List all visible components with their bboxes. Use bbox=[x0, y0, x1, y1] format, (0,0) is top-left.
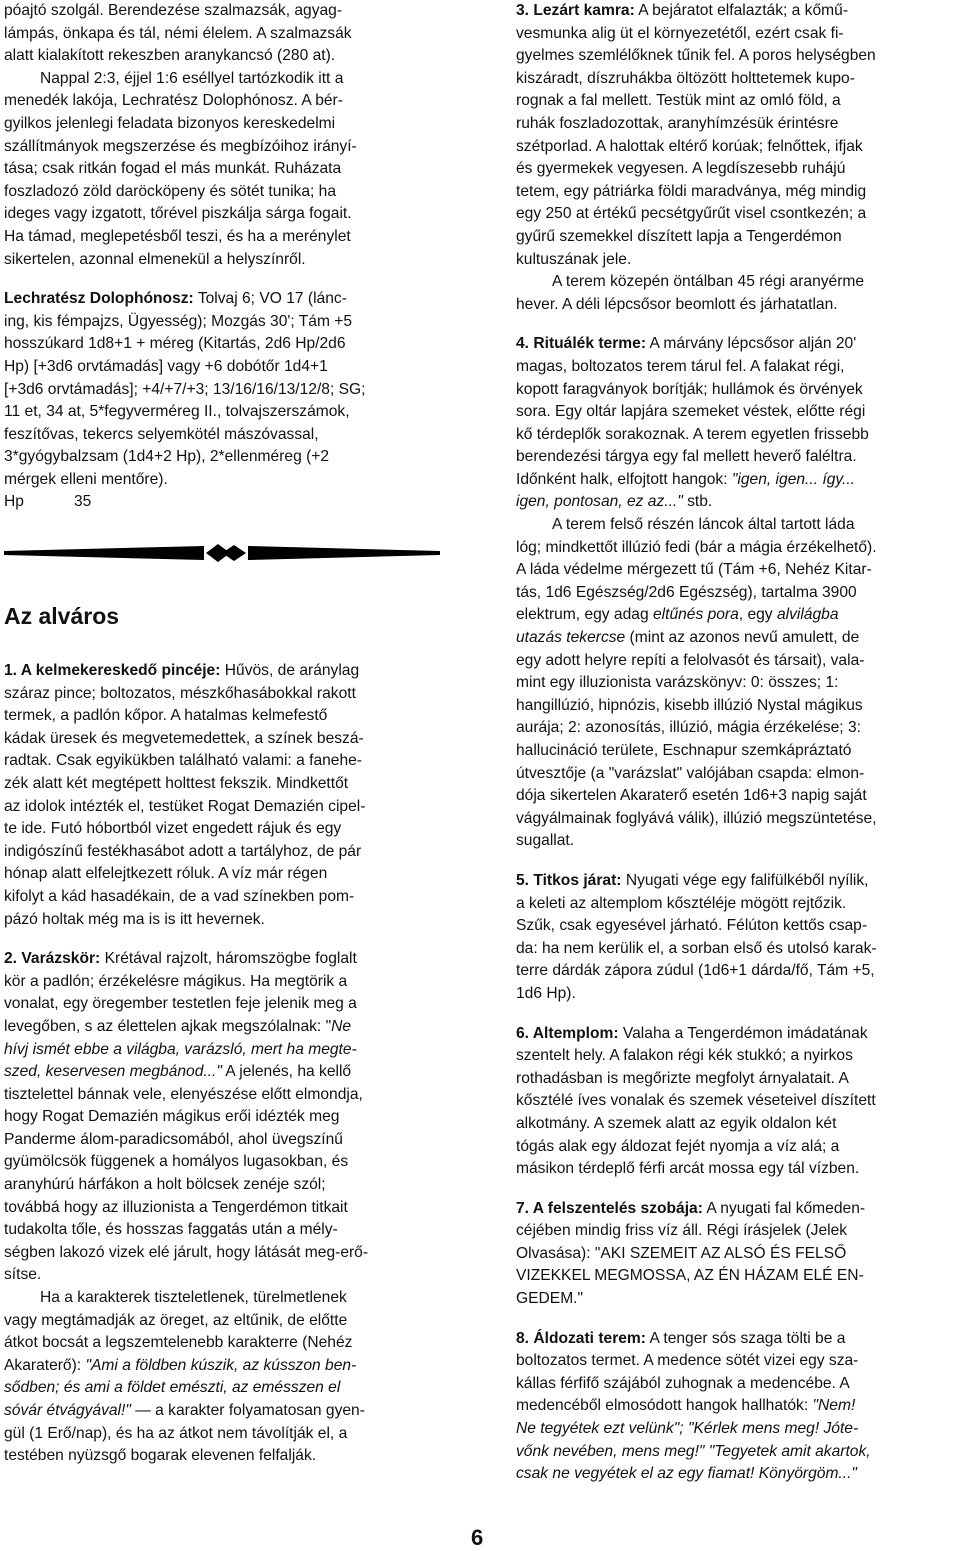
text-line: hangillúzió, hipnózis, kisebb illúzió Nystal mágikus bbox=[516, 696, 863, 714]
italic-text-run: eltűnés pora bbox=[652, 606, 739, 624]
text-line: Krétával rajzolt, háromszögbe foglalt bbox=[104, 950, 357, 968]
text-line: kiszáradt, díszruhákba öltözött holttetemek kupo- bbox=[516, 69, 855, 87]
text-line: szállítmányok megszerzése és megbízóihoz irányí- bbox=[4, 137, 357, 155]
text-line: testében nyüzsgő bogarak elevenen felfalják. bbox=[4, 1447, 317, 1465]
text-line: mérgek elleni mentőre). bbox=[4, 470, 168, 488]
text-line: sítse. bbox=[4, 1266, 42, 1284]
text-line: terre dárdák zápora zúdul (1d6+1 dárda/fő, Tám +5, bbox=[516, 962, 875, 980]
room-7-heading bbox=[516, 1200, 703, 1217]
text-line: Akaraterő): bbox=[4, 1356, 86, 1374]
text-line: termek, a padlón kőpor. A hatalmas kelmefestő bbox=[4, 707, 328, 725]
text-line: gyűrű szemekkel díszített lapja a Tengerdémon bbox=[516, 227, 842, 245]
room-2 bbox=[4, 948, 444, 1287]
text-line: vesmunka alig üt el környezetétől, ezért csak fi- bbox=[516, 24, 844, 42]
italic-text-run: vőnk nevében, mens meg!" "Tegyetek amit akartok, bbox=[516, 1442, 871, 1460]
room-4-heading bbox=[516, 335, 646, 352]
italic-text-run: sóvár étvágyával!" bbox=[4, 1402, 131, 1419]
text-line: A terem közepén öntálban 45 régi aranyérme bbox=[552, 273, 865, 291]
divider-diamond-right bbox=[222, 545, 246, 561]
text-line: hónap alatt elfelejtkezett róluk. A víz már régen bbox=[4, 865, 328, 883]
room-1-heading bbox=[4, 662, 220, 679]
text-line: tógás alak egy áldozat fejét nyomja a víz alá; a bbox=[516, 1137, 840, 1155]
text-line: Szűk, csak egyesével járható. Félúton kettős csap- bbox=[516, 917, 868, 935]
divider-left-bar bbox=[4, 546, 204, 560]
text-line: VIZEKKEL MEGMOSSA, AZ ÉN HÁZAM ELÉ EN- bbox=[516, 1267, 864, 1285]
text-line: gyelmes szemlélőknek tűnik fel. A poros helységben bbox=[516, 47, 876, 65]
text-line: foszladozó zöld daröcköpeny és sötét tunika; ha bbox=[4, 182, 337, 200]
text-line: tetem, egy pátriárka földi maradványa, még mindig bbox=[516, 182, 867, 200]
text-line: A terem felső részén láncok által tartott láda bbox=[552, 516, 855, 534]
text-line: indigószínű festékhasábot adott a tartályhoz, de pár bbox=[4, 842, 362, 860]
text-line: alatt kialakított rekeszben aranykancsó (280 at). bbox=[4, 47, 336, 65]
text-line: lóg; mindkettőt illúzió fedi (bár a mágia érzékelhető). bbox=[516, 538, 877, 556]
text-line: 11 et, 34 at, 5*fegyverméreg II., tolvajszerszámok, bbox=[4, 403, 350, 421]
text-line: Ha a karakterek tiszteletlenek, türelmetlenek bbox=[40, 1289, 347, 1307]
text-line: póajtó szolgál. Berendezése szalmazsák, agyag- bbox=[4, 2, 343, 19]
text-line: Rituálék terme: bbox=[533, 335, 647, 353]
text-line: Altemplom: bbox=[532, 1024, 619, 1042]
page-number: 6 bbox=[471, 1525, 484, 1550]
text-line: da: ha nem kerülik el, a sorban első és utolsó karak- bbox=[516, 939, 877, 957]
text-line: Ha támad, meglepetésből teszi, és ha a merénylet bbox=[4, 227, 351, 245]
text-line: vagy megtámadják az öreget, az eltűnik, de előtte bbox=[4, 1311, 348, 1329]
italic-text-run: utazás tekercse bbox=[516, 629, 626, 647]
text-line: vonalat, egy öregember testetlen feje jelenik meg a bbox=[4, 995, 357, 1013]
text-line: magas, boltozatos terem tárul fel. A falakat régi, bbox=[516, 357, 845, 375]
text-line: rognak a fal mellett. Testük mint az omló föld, a bbox=[516, 92, 841, 110]
text-line: Áldozati terem: bbox=[533, 1329, 646, 1347]
text-line: GEDEM." bbox=[516, 1290, 584, 1308]
text-line: hosszúkard 1d8+1 + méreg (Kitartás, 2d6 Hp/2d6 bbox=[4, 335, 346, 353]
section-title: Az alváros bbox=[4, 603, 120, 629]
room-2-heading bbox=[4, 950, 100, 967]
text-line: alkotmány. A szemek alatt az egyik oldalon két bbox=[516, 1114, 837, 1132]
text-line: ségben lakozó vizek elé járult, hogy látását meg-erő- bbox=[4, 1243, 369, 1261]
text-line: és gyermekek vegyesen. A legdíszesebb ruhájú bbox=[516, 160, 846, 178]
text-line: Időnként halk, elfojtott hangok: bbox=[516, 470, 732, 488]
text-line: tása; csak ritkán fogad el más munkát. Ruházata bbox=[4, 160, 342, 178]
text-line: tás, 1d6 Egészség/2d6 Egészség), tartalma 3900 bbox=[516, 583, 857, 601]
text-line: Tolvaj 6; VO 17 (lánc- bbox=[197, 290, 347, 308]
text-line: zék alatt két megtépett holttest fekszik. Mindkettőt bbox=[4, 774, 349, 792]
text-line: A jelenés, ha kellő bbox=[221, 1063, 352, 1081]
text-line: A tenger sós szaga tölti be a bbox=[649, 1329, 846, 1347]
room-5 bbox=[516, 870, 956, 1006]
italic-text-run: alvilágba bbox=[776, 606, 839, 624]
text-line: egy 250 at értékű pecsétgyűrűt visel csontkezén; a bbox=[516, 205, 867, 223]
room-1 bbox=[4, 660, 444, 931]
text-line: hallucináció területe, Eschnapur szemkápráztató bbox=[516, 742, 852, 759]
italic-text-run: sődben; és ami a földet emészti, az emésszen el bbox=[4, 1379, 341, 1397]
text-line: kör a padlón; érzékelésre mágikus. Ha megtörik a bbox=[4, 972, 348, 990]
text-line: sikertelen, azonnal elmenekül a helyszínről. bbox=[4, 250, 306, 268]
text-line: kősztélé íves vonalak és szemek véseteivel díszített bbox=[516, 1092, 876, 1110]
text-line: egy adott helyre repíti a felolvasót és társait), vala- bbox=[516, 651, 865, 669]
text-line: sugallat. bbox=[516, 832, 575, 850]
room-6-heading bbox=[516, 1025, 619, 1042]
text-line: gül (1 Erő/nap), és ha az átkot nem távolítják el, a bbox=[4, 1424, 348, 1442]
text-line: 4. bbox=[516, 335, 530, 353]
text-line: 7. bbox=[516, 1199, 530, 1217]
text-line: 1d6 Hp). bbox=[516, 984, 576, 1002]
text-line: 8. bbox=[516, 1329, 530, 1347]
text-line: A nyugati fal kőmeden- bbox=[706, 1199, 866, 1217]
text-line: kopott faragványok borítják; hullámok és örvények bbox=[516, 380, 863, 398]
text-line: stb. bbox=[682, 493, 713, 511]
text-line: ideges vagy izgatott, tőrével piszkálja sárga fogait. bbox=[4, 205, 352, 223]
italic-text-run: "Ami a földben kúszik, az kússzon ben- bbox=[85, 1356, 357, 1374]
text-line: menedék lakója, Lechratész Dolophónosz. A bér- bbox=[4, 92, 343, 110]
text-line: elektrum, egy adag bbox=[516, 606, 653, 624]
text-line: a keleti az altemplom kősztéléje mögött rejtőzik. bbox=[516, 894, 847, 912]
text-line: 3*gyógybalzsam (1d4+2 Hp), 2*ellenméreg (+2 bbox=[4, 448, 330, 466]
text-line: berendezési tárgya egy fal mellett heverő faléltra. bbox=[516, 448, 857, 466]
room-6 bbox=[516, 1023, 956, 1181]
text-line: 3. bbox=[516, 2, 530, 19]
text-line: gyümölcsök függenek a homályos lugasokban, és bbox=[4, 1153, 349, 1171]
text-line: kultuszának jele. bbox=[516, 250, 632, 268]
text-line: medencéből elmosódott hangok hallhatók: bbox=[516, 1397, 813, 1415]
italic-text-run: igen, pontosan, ez az..." bbox=[516, 493, 683, 511]
text-line: 6. bbox=[516, 1024, 530, 1042]
text-line: szentelt hely. A falakon régi kék stukkó; a nyirkos bbox=[516, 1047, 853, 1065]
text-line: céjében mindig friss víz áll. Régi írásjelek (Jelek bbox=[516, 1222, 848, 1240]
italic-text-run: Ne bbox=[331, 1017, 352, 1035]
text-line: tisztelettel bánnak vele, elenyészése előtt elmondja, bbox=[4, 1085, 363, 1103]
text-line: ruhák foszladozottak, aranyhímzésük érintésre bbox=[516, 114, 839, 132]
italic-text-run: Ne tegyétek ezt velünk"; "Kérlek mens meg! Jóte- bbox=[516, 1420, 859, 1438]
room-4 bbox=[516, 333, 956, 514]
room-8-heading bbox=[516, 1330, 646, 1347]
text-line: A felszentelés szobája: bbox=[532, 1199, 703, 1217]
text-line: tudakolta tőle, és hosszas faggatás után a mély- bbox=[4, 1221, 338, 1239]
text-line: másikon térdeplő férfi arcát mossa egy tál vízben. bbox=[516, 1160, 860, 1178]
intro-paragraph bbox=[4, 0, 444, 271]
npc-stat-block bbox=[4, 288, 444, 514]
text-line: aurája; 2: azonosítás, illúzió, mágia érzékelése; 3: bbox=[516, 719, 861, 737]
text-line: (mint az azonos nevű amulett, de bbox=[625, 629, 860, 647]
text-line: [+3d6 orvtámadás]; +4/+7/+3; 13/16/16/13/12/8; SG; bbox=[4, 380, 366, 398]
text-line: Panderme álom-paradicsomából, ahol üvegszínű bbox=[4, 1130, 343, 1148]
text-line: kádak üresek és megvetemedettek, a színek beszá- bbox=[4, 729, 364, 747]
text-line: sora. Egy oltár lapjára szemeket véstek, előtte régi bbox=[516, 403, 866, 421]
room-5-heading bbox=[516, 872, 621, 889]
room-3 bbox=[516, 0, 956, 271]
room-2-curse bbox=[4, 1287, 444, 1468]
italic-text-run: csak ne vegyétek el az egy fiamat! Könyörgöm..." bbox=[516, 1465, 857, 1483]
text-line: — a karakter folyamatosan gyen- bbox=[130, 1402, 365, 1419]
text-line: dója sikertelen Akaraterő esetén 1d6+3 napig saját bbox=[516, 787, 867, 805]
hp-label: Hp bbox=[4, 493, 24, 511]
room-3-heading bbox=[516, 2, 635, 19]
text-line: ing, kis fémpajzs, Ügyesség); Mozgás 30'; Tám +5 bbox=[4, 312, 353, 330]
left-column bbox=[4, 0, 444, 514]
npc-name: Lechratész Dolophónosz: bbox=[4, 290, 194, 308]
text-line: rothadásban is megőrizte megfolyt árnyalatait. A bbox=[516, 1069, 849, 1087]
divider-right-bar bbox=[248, 546, 440, 560]
text-line: Hűvös, de aránylag bbox=[224, 662, 360, 679]
text-line: A bejáratot elfalazták; a kőmű- bbox=[638, 2, 849, 19]
text-line: az idolok intézték el, testüket Rogat Demazién cipel- bbox=[4, 797, 366, 815]
text-line: gyilkos jelenlegi feladata bizonyos kereskedelmi bbox=[4, 114, 336, 132]
left-column-lower bbox=[4, 660, 444, 1468]
text-line: A kelmekereskedő pincéje: bbox=[20, 662, 221, 679]
text-line: átkot bocsát a legszemtelenebb karakterre (Nehéz bbox=[4, 1334, 353, 1352]
text-line: pázó holtak még ma is is itt hevernek. bbox=[4, 910, 265, 928]
right-column bbox=[516, 0, 956, 1486]
text-line: 1. bbox=[4, 662, 18, 679]
text-line: kállas férfifő szájából zuhognak a medencébe. A bbox=[516, 1374, 850, 1392]
room-4-chest bbox=[516, 514, 956, 853]
text-line: száraz pince; boltozatos, mészkőhasábokkal rakott bbox=[4, 684, 356, 702]
text-line: A márvány lépcsősor alján 20' bbox=[649, 335, 857, 353]
text-line: Lezárt kamra: bbox=[533, 2, 635, 19]
text-line: aranyhúrú hárfákon a holt bölcsek zenéje szól; bbox=[4, 1176, 326, 1194]
text-line: Valaha a Tengerdémon imádatának bbox=[622, 1024, 868, 1042]
text-line: te ide. Futó hóbortból vizet engedett rájuk és egy bbox=[4, 820, 342, 838]
italic-text-run: szed, keservesen megbánod..." bbox=[4, 1063, 222, 1081]
ornament-divider bbox=[4, 542, 440, 564]
room-7 bbox=[516, 1198, 956, 1311]
hp-value: 35 bbox=[74, 493, 92, 511]
text-line: boltozatos termet. A medence sötét vizei egy sza- bbox=[516, 1352, 859, 1370]
text-line: Nyugati vége egy falifülkéből nyílik, bbox=[625, 871, 869, 889]
text-line: hogy Rogat Demazién mágikus erői idézték meg bbox=[4, 1108, 340, 1126]
text-line: szétporlad. A halottak eltérő korúak; felnőttek, ifjak bbox=[516, 137, 863, 155]
text-line: hever. A déli lépcsősor beomlott és járhatatlan. bbox=[516, 295, 838, 313]
text-line: Nappal 2:3, éjjel 1:6 eséllyel tartózkodik itt a bbox=[40, 69, 344, 87]
text-line: vágyálmainak foglyává válik), illúzió megszüntetése, bbox=[516, 809, 877, 827]
text-line: lámpás, önkapa és tál, némi élelem. A szalmazsák bbox=[4, 24, 352, 42]
text-line: továbbá hogy az illuzionista a Tengerdémon titkait bbox=[4, 1198, 348, 1216]
text-line: Hp) [+3d6 orvtámadás] vagy +6 dobótőr 1d4+1 bbox=[4, 357, 328, 375]
text-line: útvesztője (a "varázslat" valójában csapda: elmon- bbox=[516, 764, 865, 782]
text-line: feszítővas, tekercs selyemkötél mászóvassal, bbox=[4, 425, 319, 443]
text-line: Olvasása): "AKI SZEMEIT AZ ALSÓ ÉS FELSŐ bbox=[516, 1244, 847, 1262]
text-line: radtak. Csak egyikükben található valami: a fanehe- bbox=[4, 752, 362, 770]
room-8 bbox=[516, 1328, 956, 1486]
text-line: 5. bbox=[516, 871, 530, 889]
text-line: levegőben, s az élettelen ajkak megszólalnak: " bbox=[4, 1017, 332, 1035]
italic-text-run: hívj ismét ebbe a világba, varázsló, mert ha megte- bbox=[4, 1040, 357, 1058]
text-line: , egy bbox=[738, 606, 777, 624]
room-3-coins bbox=[516, 271, 956, 316]
italic-text-run: "igen, igen... így... bbox=[731, 470, 856, 488]
text-line: Varázskör: bbox=[21, 950, 101, 968]
text-line: A láda védelme mérgezett tű (Tám +6, Nehéz Kitar- bbox=[516, 561, 872, 579]
text-line: Titkos járat: bbox=[533, 871, 622, 889]
text-line: 2. bbox=[4, 950, 18, 968]
italic-text-run: "Nem! bbox=[812, 1397, 856, 1415]
text-line: mint egy illuzionista varázskönyv: 0: összes; 1: bbox=[516, 674, 839, 692]
text-line: kifolyt a kád hasadékain, de a vad színekben pom- bbox=[4, 887, 355, 905]
text-line: kő térdeplők sorakoznak. A terem egyetlen frissebb bbox=[516, 425, 869, 443]
